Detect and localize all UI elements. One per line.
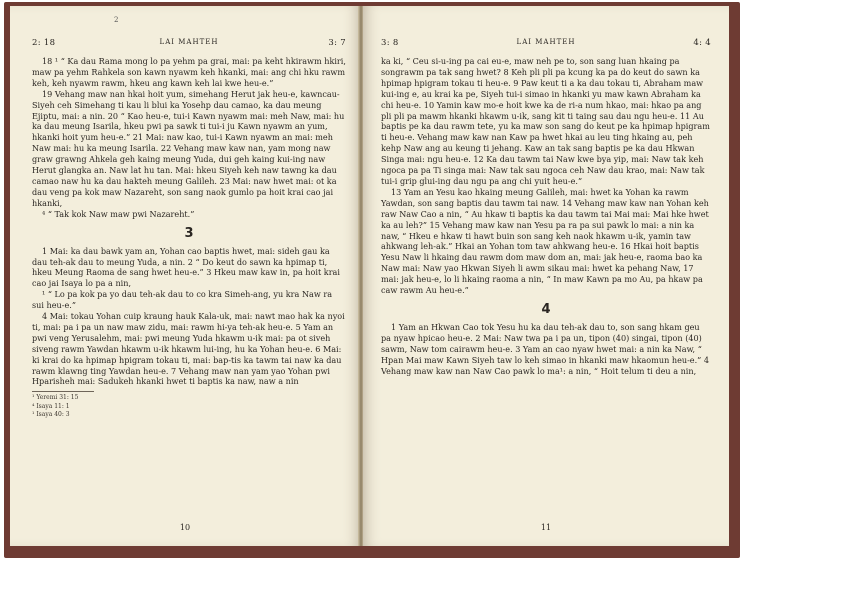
running-header (32, 38, 346, 52)
verse-paragraph: 1 Yam an Hkwan Cao tok Yesu hu ka dau teh-ak dau to, son sang hkam geu pa nyaw hpicao heu-e. 2 Mai: Naw twa pa i pa un, tipon (40) singai, tipon (40) sawm, Naw tom cairawm heu-e. 3 Yam an cao nyaw hwet mai: a nin ka Naw, “ Hpan Mai maw Kawn Siyeh taw lo keh simao in hkanki maw hkaomun heu-e.” 4 Vehang maw kaw nan Naw Cao pawk lo ma¹: a nin, “ Hoit telum ti deu a nin, (381, 321, 710, 376)
header-reference-end: 3: 7 (328, 38, 346, 48)
header-reference-start: 2: 18 (32, 38, 56, 48)
chapter-number: 4 (541, 301, 551, 317)
running-header (381, 38, 711, 52)
quote-line: ⁴ “ Tak kok Naw maw pwi Nazareht.” (42, 208, 195, 219)
left-page (10, 6, 360, 546)
chapter-number: 3 (184, 225, 194, 241)
header-reference-start: 3: 8 (381, 38, 399, 48)
right-page (363, 6, 729, 546)
header-book-title: LAI MAHTEH (516, 38, 576, 46)
page-number: 11 (540, 523, 552, 532)
footnote-rule (32, 391, 94, 392)
verse-paragraph: 4 Mai: tokau Yohan cuip kraung hauk Kala-uk, mai: nawt mao hak ka nyoi ti, mai: pa i pa un naw maw zidu, mai: rawm hi-ya teh-ak heu-e. 5 Yam an pwi veng Yerusalehm, mai: pwi meung Yuda hkawm u-ik mai: pa ot siveh siveng rawm Yawdan hkawm u-ik hkawm lui-ing, hu ka Yohan heu-e. 6 Mai: ki krai do ka hpimap hpigram tokau ti, mai: bap-tis ka tawm tai naw ka dau rawm klawng ting Yawdan heu-e. 7 Vehang maw nan yam yao Yohan pwi Hparisheh mai: Sadukeh hkanki hwet ti baptis ka naw, naw a nin (32, 311, 345, 387)
footnote: ¹ Isaya 40: 3 (32, 411, 70, 419)
page-number: 10 (179, 523, 191, 532)
verse-paragraph: 1 Mai: ka dau bawk yam an, Yohan cao baptis hwet, mai: sideh gau ka dau teh-ak dau to meung Yuda, a nin. 2 “ Do keut do sawn ka hpimap ti, hkeu Meung Raoma de sang hwet heu-e.” 3 Hkeu maw kaw in, pa hoit krai cao jai Isaya lo pa a nin, (32, 245, 340, 289)
verse-paragraph: ka ki, “ Ceu si-u-ing pa cai eu-e, maw neh pe to, son sang luan hkaing pa songrawm pa tak sang hwet? 8 Keh pli pli pa kcung ka pa do keut do sawn ka hpimap hpigram tokau ti heu-e. 9 Paw keut ti a ka dau tokau ti, Abraham maw kui-ing e, au krai ka pe, Siyeh tui-i simao in hkanki yu maw kawn Abraham ka chi heu-e. 10 Yamin kaw mo-e hoit kwe ka de ri-a num hkao, mai: hkao pa ang pli pli pa mawm hkanki hkawm u-ik, sang kit ti taing sau dau ngu heu-e. 11 Au baptis pe ka dau rawm tete, yu ka maw son sang do keut pe ka hpimap hpigram ti heu-e. Vehang maw kaw nan Kaw pa hwet hkai au leu ting hkaing au, peh kehp Naw ang au keung ti jehang. Kaw an tak sang baptis pe ka dau Hkwan Singa mai: ngu heu-e. 12 Ka dau tawm tai Naw kwe bya yip, mai: Naw tak keh ngoca pa pa Ti singa mai: Naw tak sau ngoca ceh Naw dau krao, mai: Naw tak tui-i grip glui-ing dau ngu pa ang chi yuit heu-e.” (381, 56, 710, 186)
header-book-title: LAI MAHTEH (159, 38, 219, 46)
verse-paragraph: 19 Vehang maw nan hkai hoit yum, simehang Herut jak heu-e, kawncau-Siyeh ceh Simehang ti kau li blui ka Yosehp dau camao, ka dau meung Ejiptu, mai: a nin. 20 “ Kao heu-e, tui-i Kawn nyawm mai: meh Naw, mai: hu ka dau meung Isarila, hkeu pwi pa sawk ti tui-i ju Kawn nyawm an yum, hkanki hoit yum heu-e.” 21 Mai: naw kao, tui-i Kawn nyawm an mai: meh Naw mai: hu ka meung Isarila. 22 Vehang maw kaw nan, yam mong naw graw grawng Ahkela geh kaing meung Yuda, dui geh kaing kui-ing naw Herut glangka an. Naw lat hu tan. Mai: hkeu Siyeh keh naw tawng ka dau camao naw hu ka dau hakteh meung Galileh. 23 Mai: naw hwet mai: ot ka dau veng pa kok maw Nazareht, son sang naok gumlo pa hoit krai cao jai hkanki, (32, 88, 345, 208)
quote-line: ¹ “ Lo pa kok pa yo dau teh-ak dau to co kra Simeh-ang, yu kra Naw ra sui heu-e.” (32, 289, 333, 311)
page-top-mark: 2 (114, 16, 119, 24)
verse-paragraph: 18 ¹ “ Ka dau Rama mong lo pa yehm pa grai, mai: pa keht hkirawm hkiri, maw pa yehm Rahkela son kawn nyawm keh hkanki, mai: ang chi hku rawm keh, keh nyawm rawm, hkeu ang kawn keh lai kwe heu-e.” (32, 56, 346, 88)
verse-paragraph: 13 Yam an Yesu kao hkaing meung Galileh, mai: hwet ka Yohan ka rawm Yawdan, son sang baptis dau tawm tai naw. 14 Vehang maw kaw nan Yohan keh raw Naw Cao a nin, “ Au hkaw ti baptis ka dau tawm tai Mai mai: Mai hke hwet ka au leh?” 15 Vehang maw kaw nan Yesu pa ra pa sui pawk lo mai: a nin ka naw, “ Hkeu e hkaw ti hawt buin son sang keh naok hkawm u-ik, yamin taw ahkwang leh-ak.” Hkai an Yohan tom taw ahkwang heu-e. 16 Hkai hoit baptis Yesu Naw li hkaing dau rawm dom maw dom an, mai: jak heu-e, raoma bao ka Naw mai: Naw yao Hkwan Siyeh li awm sikau mai: hwet ka pehang Naw, 17 mai: jak heu-e, lo li hkaing raoma a nin, “ In maw Kawn pa mo Au, pa hkaw pa caw rawm Au heu-e.” (381, 186, 709, 296)
footnote: ¹ Yeremi 31: 15 (32, 394, 79, 402)
footnote: ⁴ Isaya 11: 1 (32, 402, 70, 410)
header-reference-end: 4: 4 (693, 38, 711, 48)
